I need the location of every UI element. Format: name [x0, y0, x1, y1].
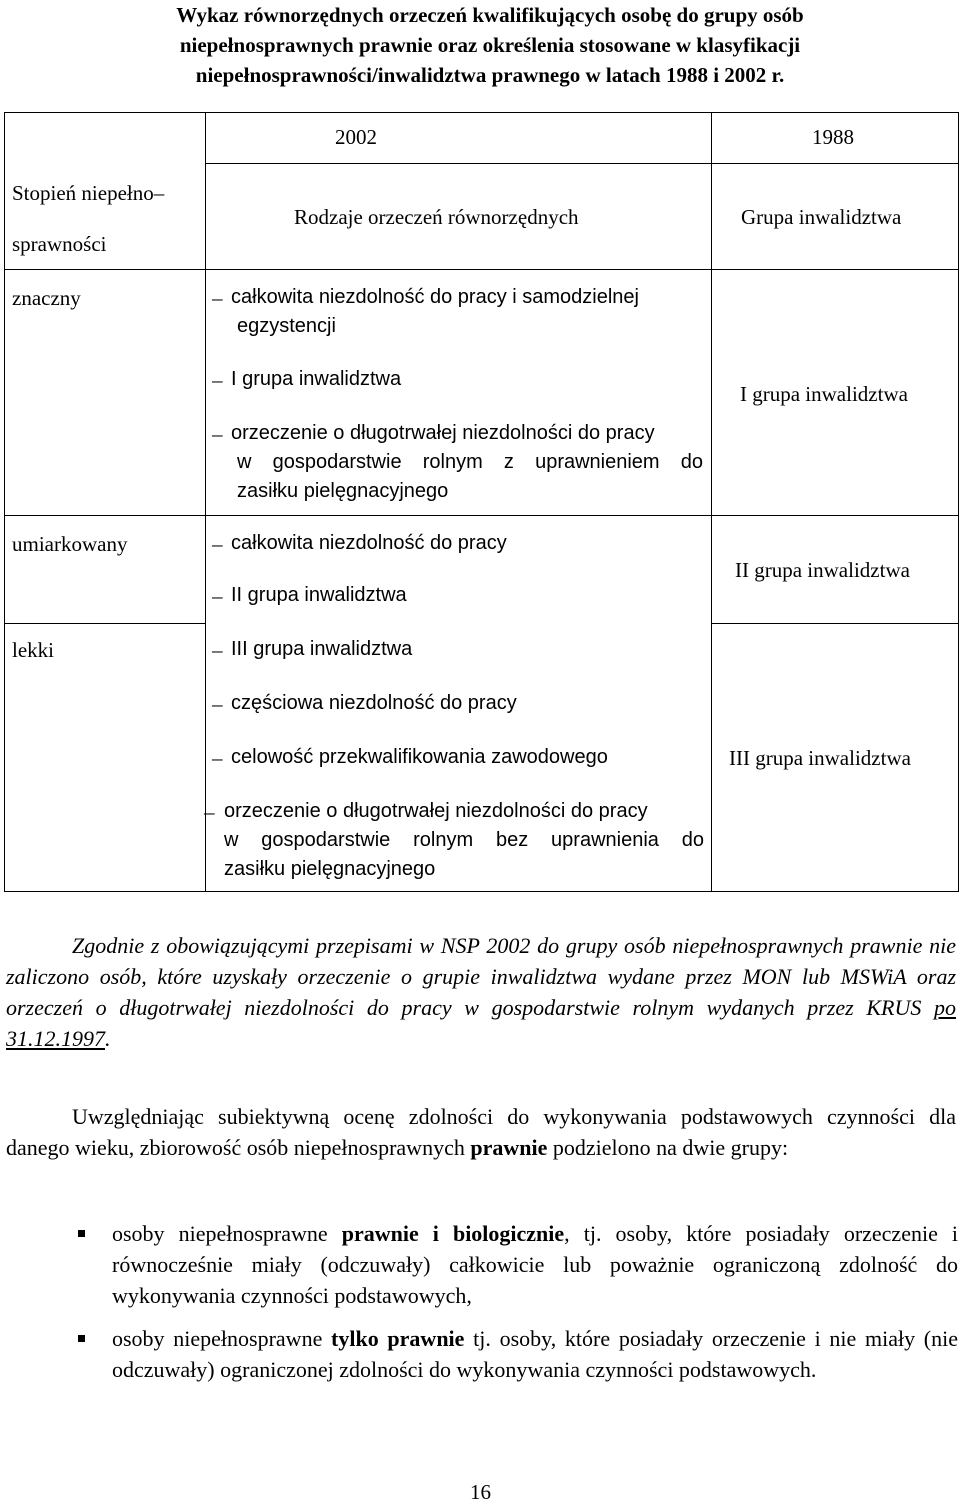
- bullet-text-pre: osoby niepełnosprawne: [112, 1326, 332, 1351]
- degree-moderate: umiarkowany: [12, 532, 128, 556]
- header-year-2002: 2002: [335, 125, 377, 149]
- list-item: [231, 635, 412, 664]
- title-line-3: niepełnosprawności/inwalidztwa prawnego w latach 1988 i 2002 r.: [195, 63, 785, 87]
- header-degree-line1: Stopień niepełno–: [12, 181, 165, 205]
- list-item-line: egzystencji: [237, 315, 336, 337]
- list-item-line: całkowita niezdolność do pracy i samodzielnej: [231, 286, 639, 308]
- group-cell-3: III grupa inwalidztwa: [729, 746, 911, 770]
- bullet-bold: prawnie i biologicznie: [341, 1221, 565, 1246]
- list-item-line: zasiłku pielęgnacyjnego: [237, 480, 449, 502]
- bullet-text-pre: osoby niepełnosprawne: [112, 1221, 342, 1246]
- list-dash: –: [212, 532, 223, 556]
- list-dash: –: [212, 286, 223, 310]
- list-dash: –: [212, 692, 223, 716]
- table-divider-col1: [205, 112, 206, 892]
- list-item-line: II grupa inwalidztwa: [231, 584, 407, 606]
- list-item-line: w gospodarstwie rolnym bez uprawnienia do: [224, 829, 704, 851]
- table-divider-row1: [4, 515, 959, 516]
- note-date: po 31.12.1997: [6, 995, 956, 1051]
- degree-mild: lekki: [12, 638, 54, 662]
- list-dash: –: [212, 368, 223, 392]
- bullet-text-post: , tj. osoby, które posiadały orzeczenie i równocześnie miały (odczuwały) całkowicie lub poważnie ograniczoną zdolność do wykonywania czynności podstawowych,: [112, 1221, 959, 1308]
- bullet-bold: tylko prawnie: [331, 1326, 465, 1351]
- table-divider-header: [4, 269, 959, 270]
- group-cell-1: I grupa inwalidztwa: [740, 382, 908, 406]
- bullet-square-icon: [78, 1230, 85, 1237]
- bullet-item: [112, 1323, 958, 1385]
- list-item: [231, 283, 639, 341]
- header-year-1988: 1988: [812, 125, 854, 149]
- document-title: [60, 0, 920, 90]
- title-line-1: Wykaz równorzędnych orzeczeń kwalifikujących osobę do grupy osób: [176, 3, 804, 27]
- list-item-line: III grupa inwalidztwa: [231, 638, 413, 660]
- list-item-line: celowość przekwalifikowania zawodowego: [231, 746, 608, 768]
- bullet-item: [112, 1218, 958, 1311]
- list-item: [224, 797, 704, 884]
- header-orders: Rodzaje orzeczeń równorzędnych: [294, 205, 579, 229]
- table-divider-col2: [711, 112, 712, 892]
- list-dash: –: [212, 638, 223, 662]
- page-number: 16: [470, 1480, 491, 1504]
- list-item-line: orzeczenie o długotrwałej niezdolności do pracy: [224, 800, 648, 822]
- list-item: [231, 743, 608, 772]
- list-item: [231, 419, 703, 506]
- note-text: Zgodnie z obowiązującymi przepisami w NSP 2002 do grupy osób niepełnosprawnych prawnie nie zaliczono osób, które uzyskały orzeczenie o grupie inwalidztwa wydane przez MON lub MSWiA oraz orzeczeń o długotrwałej niezdolności do pracy w gospodarstwie rolnym wydanych przez KRUS: [6, 933, 956, 1020]
- list-item-line: I grupa inwalidztwa: [231, 368, 402, 390]
- note-paragraph: [6, 930, 956, 1054]
- note-period: .: [105, 1026, 111, 1051]
- bullet-square-icon: [78, 1335, 85, 1342]
- list-item-line: orzeczenie o długotrwałej niezdolności do pracy: [231, 422, 655, 444]
- list-item: [231, 529, 507, 558]
- list-item: [231, 365, 401, 394]
- list-dash: –: [204, 800, 215, 824]
- list-dash: –: [212, 422, 223, 446]
- list-item-line: częściowa niezdolność do pracy: [231, 692, 517, 714]
- header-group: Grupa inwalidztwa: [741, 205, 902, 229]
- paragraph-text-2: podzielono na dwie grupy:: [547, 1135, 789, 1160]
- bullet-text-post: tj. osoby, które posiadały orzeczenie i nie miały (nie odczuwały) ograniczonej zdolności do wykonywania czynności podstawowych.: [112, 1326, 958, 1382]
- list-item-line: całkowita niezdolność do pracy: [231, 532, 507, 554]
- list-dash: –: [212, 746, 223, 770]
- header-degree-line2: sprawności: [12, 232, 107, 256]
- list-dash: –: [212, 584, 223, 608]
- body-paragraph: [6, 1101, 956, 1163]
- title-line-2: niepełnosprawnych prawnie oraz określenia stosowane w klasyfikacji: [179, 33, 801, 57]
- paragraph-bold: prawnie: [470, 1135, 548, 1160]
- table-divider-row2-right: [711, 623, 959, 624]
- list-item: [231, 581, 407, 610]
- list-item-line: w gospodarstwie rolnym z uprawnieniem do: [237, 451, 703, 473]
- degree-significant: znaczny: [12, 286, 81, 310]
- list-item: [231, 689, 517, 718]
- table-divider-year: [205, 163, 959, 164]
- list-item-line: zasiłku pielęgnacyjnego: [224, 858, 436, 880]
- group-cell-2: II grupa inwalidztwa: [735, 558, 910, 582]
- table-divider-row2-left: [4, 623, 205, 624]
- paragraph-text-1: Uwzględniając subiektywną ocenę zdolności do wykonywania podstawowych czynności dla danego wieku, zbiorowość osób niepełnosprawnych: [6, 1104, 956, 1160]
